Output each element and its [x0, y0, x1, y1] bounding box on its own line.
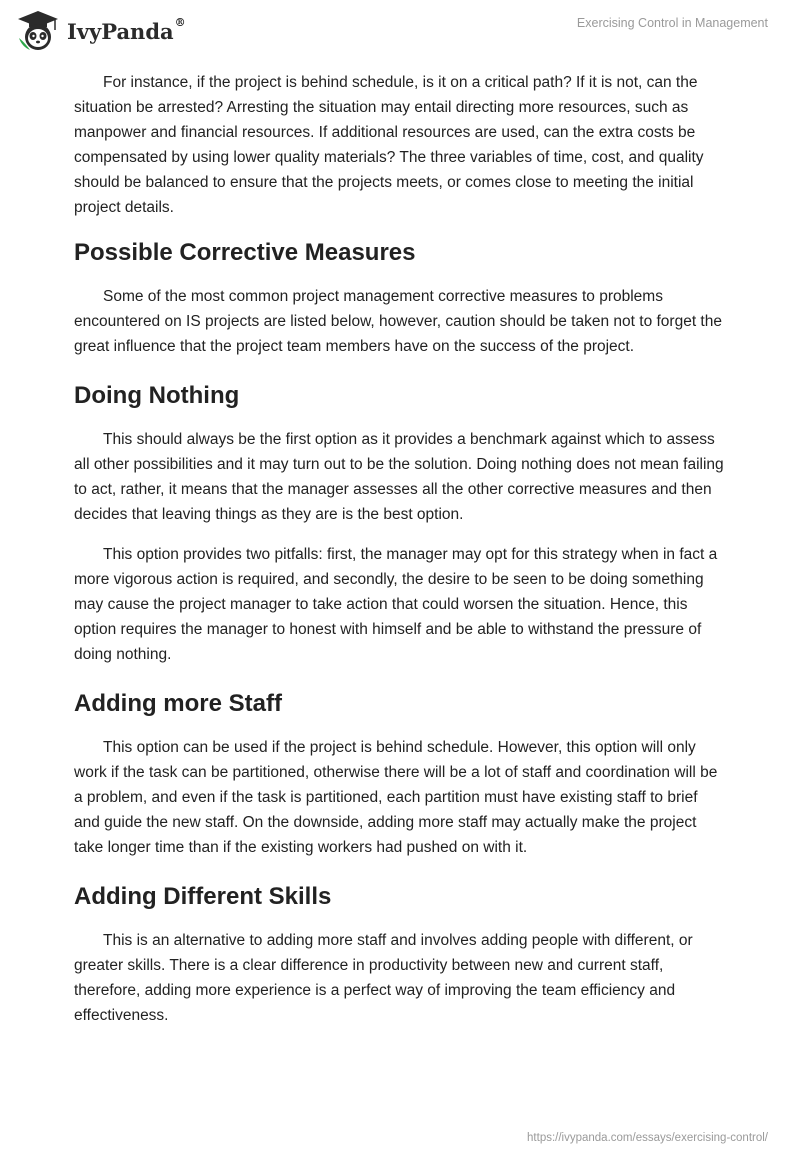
section-heading-adding-different-skills: Adding Different Skills [74, 883, 332, 910]
source-url-link[interactable]: https://ivypanda.com/essays/exercising-control/ [527, 1132, 768, 1144]
section-heading-adding-more-staff: Adding more Staff [74, 690, 282, 717]
section-paragraph: Some of the most common project management corrective measures to problems encountered on IS projects are listed below, however, caution should be taken not to forget the great influence that the project team members have on the success of the project. [74, 288, 722, 355]
registered-mark: ® [174, 15, 186, 29]
brand-name: IvyPanda® [67, 15, 186, 44]
intro-paragraph: For instance, if the project is behind schedule, is it on a critical path? If it is not, can the situation be arrested? Arresting the situation may entail directing more resources, such as manpower and financial resources. If additional resources are used, can the extra costs be compensated by using lower quality materials? The three variables of time, cost, and quality should be balanced to ensure that the projects meets, or comes close to meeting the initial project details. [74, 74, 704, 216]
section-paragraph: This is an alternative to adding more staff and involves adding people with different, or greater skills. There is a clear difference in productivity between new and current staff, therefore, adding more experience is a perfect way of improving the team efficiency and effectiveness. [74, 932, 693, 1024]
section-heading-doing-nothing: Doing Nothing [74, 382, 240, 409]
section-heading-possible-corrective-measures: Possible Corrective Measures [74, 239, 416, 266]
section-paragraph: This option can be used if the project is behind schedule. However, this option will only work if the task can be partitioned, otherwise there will be a lot of staff and coordination will be a problem, and even if the task is partitioned, each partition must have existing staff to brief and guide the new staff. On the downside, adding more staff may actually make the project take longer time than if the existing workers had pushed on with it. [74, 739, 718, 856]
document-title: Exercising Control in Management [576, 16, 768, 30]
essay-body [74, 70, 726, 1043]
panda-graduate-icon [15, 8, 61, 54]
page-header [0, 0, 800, 64]
section-paragraph: This should always be the first option as it provides a benchmark against which to assess all other possibilities and it may turn out to be the solution. Doing nothing does not mean failing to act, rather, it means that the manager assesses all the other corrective measures and then decides that leaving things as they are is the best option. [74, 431, 724, 523]
section-paragraph: This option provides two pitfalls: first, the manager may opt for this strategy when in fact a more vigorous action is required, and secondly, the desire to be seen to be doing something may cause the project manager to take action that could worsen the situation. Hence, this option requires the manager to honest with himself and be able to withstand the pressure of doing nothing. [74, 546, 718, 663]
ivypanda-logo[interactable] [15, 8, 186, 54]
